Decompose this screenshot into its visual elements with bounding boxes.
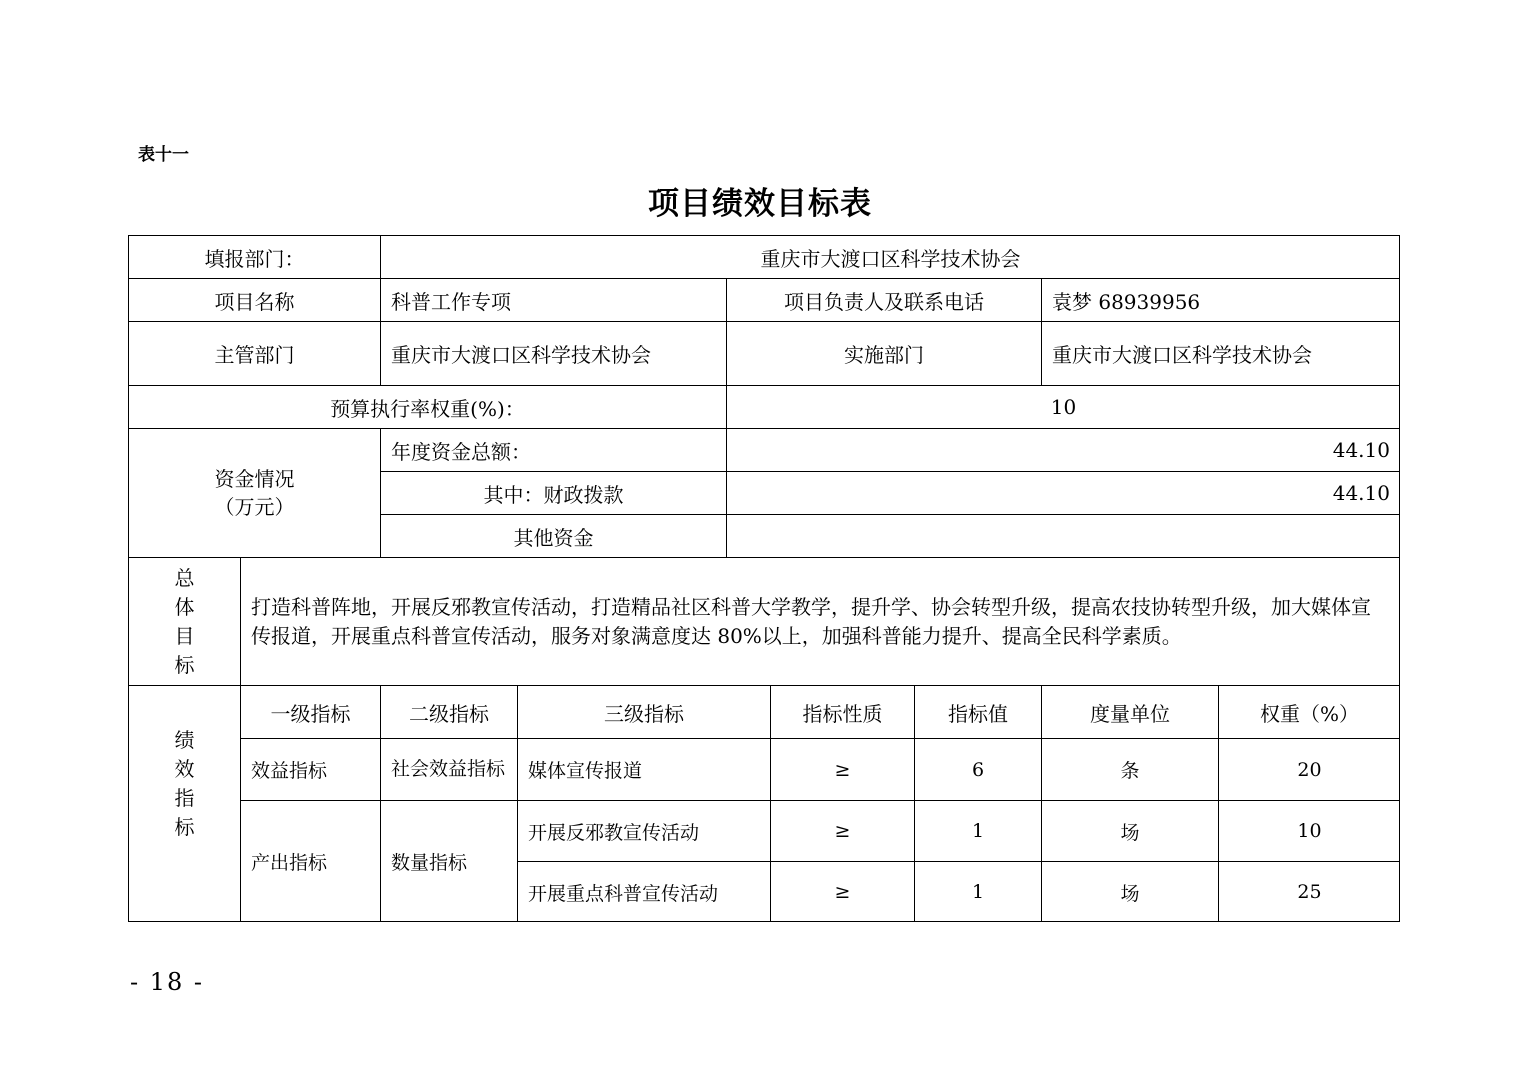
weight-cell: 20: [1218, 738, 1400, 800]
dept-label: 填报部门：: [128, 235, 380, 278]
supervisor-value: 重庆市大渡口区科学技术协会: [380, 321, 726, 385]
goal-label-char: 目: [174, 623, 195, 648]
level1-cell: 效益指标: [240, 738, 380, 800]
goal-text: 打造科普阵地，开展反邪教宣传活动，打造精品社区科普大学教学，提升学、协会转型升级，提高农技协转型升级，加大媒体宣传报道，开展重点科普宣传活动，服务对象满意度达 80%以上，加强科普能力提升、提高全民科学素质。: [240, 557, 1400, 685]
header-value: 指标值: [914, 685, 1041, 738]
header-weight: 权重（%）: [1218, 685, 1400, 738]
indicators-label-char: 绩: [174, 728, 195, 752]
leader-value: 袁梦 68939956: [1041, 278, 1400, 321]
unit-cell: 场: [1041, 861, 1218, 922]
annual-total-label: 年度资金总额：: [380, 428, 726, 471]
level2-cell: 数量指标: [380, 800, 517, 922]
level1-cell: 产出指标: [240, 800, 380, 922]
level3-cell: 媒体宣传报道: [517, 738, 770, 800]
impl-label: 实施部门: [726, 321, 1041, 385]
weight-cell: 25: [1218, 861, 1400, 922]
other-funds-value: [726, 514, 1400, 557]
nature-cell: ≥: [770, 800, 914, 861]
goal-label-char: 体: [174, 594, 195, 619]
nature-cell: ≥: [770, 861, 914, 922]
project-name-value: 科普工作专项: [380, 278, 726, 321]
dept-value: 重庆市大渡口区科学技术协会: [380, 235, 1400, 278]
value-cell: 6: [914, 738, 1041, 800]
header-nature: 指标性质: [770, 685, 914, 738]
fiscal-value: 44.10: [726, 471, 1400, 514]
indicators-label-char: 指: [174, 786, 195, 810]
budget-weight-value: 10: [726, 385, 1400, 428]
header-level3: 三级指标: [517, 685, 770, 738]
goal-label-char: 总: [174, 565, 195, 590]
indicators-label-char: 标: [174, 815, 195, 839]
page-number: - 18 -: [130, 968, 205, 996]
header-level2: 二级指标: [380, 685, 517, 738]
level3-cell: 开展反邪教宣传活动: [517, 800, 770, 861]
value-cell: 1: [914, 800, 1041, 861]
nature-cell: ≥: [770, 738, 914, 800]
level2-cell: 社会效益指标: [380, 738, 517, 800]
unit-cell: 场: [1041, 800, 1218, 861]
goal-label-char: 标: [174, 652, 195, 677]
page-title: 项目绩效目标表: [648, 186, 872, 222]
funds-label-line2: （万元）: [214, 495, 295, 519]
fiscal-label: 其中：财政拨款: [380, 471, 726, 514]
other-funds-label: 其他资金: [380, 514, 726, 557]
annual-total-value: 44.10: [726, 428, 1400, 471]
indicators-label: [128, 685, 240, 922]
goal-label: [128, 557, 240, 685]
level3-cell: 开展重点科普宣传活动: [517, 861, 770, 922]
unit-cell: 条: [1041, 738, 1218, 800]
supervisor-label: 主管部门: [128, 321, 380, 385]
header-level1: 一级指标: [240, 685, 380, 738]
weight-cell: 10: [1218, 800, 1400, 861]
budget-weight-label: 预算执行率权重(%)：: [128, 385, 726, 428]
project-name-label: 项目名称: [128, 278, 380, 321]
funds-label: [128, 428, 380, 557]
indicators-label-char: 效: [174, 757, 195, 781]
leader-label: 项目负责人及联系电话: [726, 278, 1041, 321]
header-unit: 度量单位: [1041, 685, 1218, 738]
impl-value: 重庆市大渡口区科学技术协会: [1041, 321, 1400, 385]
table-number-label: 表十一: [138, 145, 189, 165]
funds-label-line1: 资金情况: [214, 467, 295, 491]
value-cell: 1: [914, 861, 1041, 922]
